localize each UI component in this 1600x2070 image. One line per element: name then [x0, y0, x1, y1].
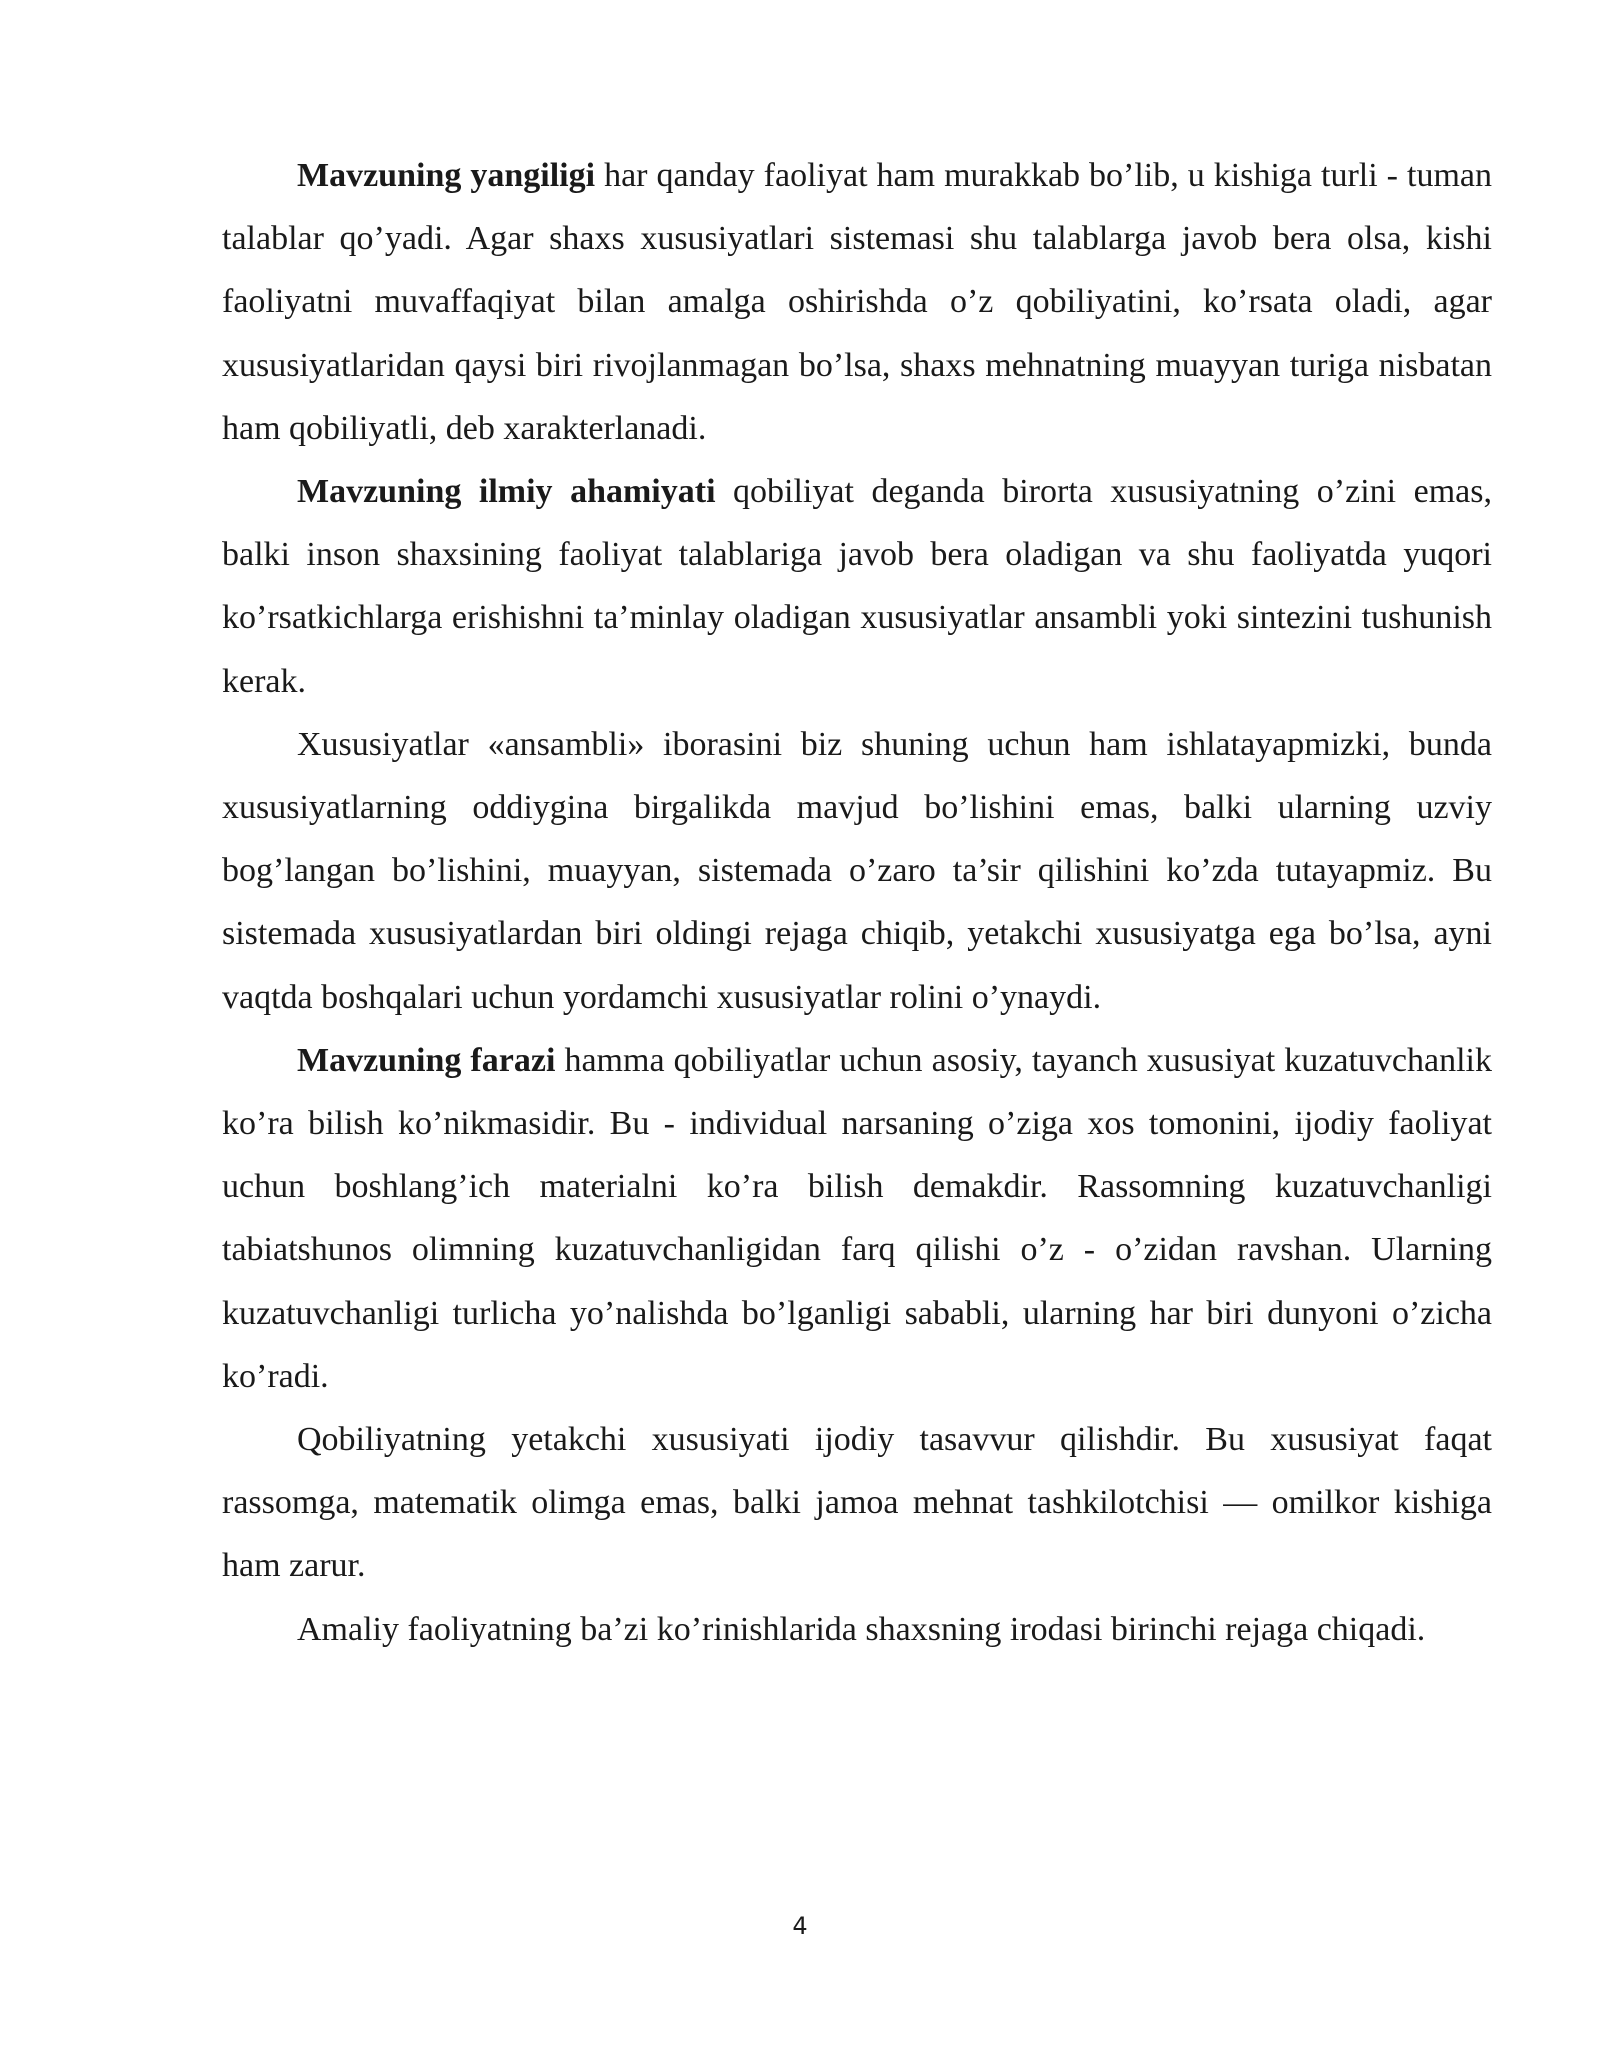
- paragraph-creative-imagination: [222, 1408, 1492, 1598]
- paragraph-text: hamma qobiliyatlar uchun asosiy, tayanch xususiyat kuzatuvchanlik ko’ra bilish ko’nikmasidir. Bu - individual narsaning o’ziga xos tomonini, ijodiy faoliyat uchun boshlang’ich materialni ko’ra bilish demakdir. Rassomning kuzatuvchanligi tabiatshunos olimning kuzatuvchanligidan farq qilishi o’z - o’zidan ravshan. Ularning kuzatuvchanligi turlicha yo’nalishda bo’lganligi sababli, ularning har biri dunyoni o’zicha ko’radi.: [222, 1041, 1492, 1395]
- paragraph-text: Qobiliyatning yetakchi xususiyati ijodiy tasavvur qilishdir. Bu xususiyat faqat rassomga, matematik olimga emas, balki jamoa mehnat tashkilotchisi — omilkor kishiga ham zarur.: [222, 1421, 1492, 1585]
- paragraph-will: [222, 1598, 1492, 1661]
- document-body: [222, 144, 1492, 1661]
- paragraph-novelty: [222, 144, 1492, 460]
- paragraph-text: qobiliyat deganda birorta xususiyatning o’zini emas, balki inson shaxsining faoliyat talablariga javob bera oladigan va shu faoliyatda yuqori ko’rsatkichlarga erishishni ta’minlay oladigan xususiyatlar ansambli yoki sintezini tushunish kerak.: [222, 473, 1492, 700]
- paragraph-scientific-significance: [222, 460, 1492, 713]
- page-number: 4: [792, 1912, 808, 1940]
- paragraph-text: har qanday faoliyat ham murakkab bo’lib, u kishiga turli - tuman talablar qo’yadi. Agar shaxs xususiyatlari sistemasi shu talablarga javob bera olsa, kishi faoliyatni muvaffaqiyat bilan amalga oshirishda o’z qobiliyatini, ko’rsata oladi, agar xususiyatlaridan qaysi biri rivojlanmagan bo’lsa, shaxs mehnatning muayyan turiga nisbatan ham qobiliyatli, deb xarakterlanadi.: [222, 157, 1492, 447]
- paragraph-ensemble: [222, 713, 1492, 1029]
- paragraph-lead: Mavzuning ilmiy ahamiyati: [297, 473, 716, 511]
- paragraph-hypothesis: [222, 1029, 1492, 1408]
- paragraph-text: Xususiyatlar «ansambli» iborasini biz shuning uchun ham ishlatayapmizki, bunda xususiyatlarning oddiygina birgalikda mavjud bo’lishini emas, balki ularning uzviy bog’langan bo’lishini, muayyan, sistemada o’zaro ta’sir qilishini ko’zda tutayapmiz. Bu sistemada xususiyatlardan biri oldingi rejaga chiqib, yetakchi xususiyatga ega bo’lsa, ayni vaqtda boshqalari uchun yordamchi xususiyatlar rolini o’ynaydi.: [222, 725, 1492, 1016]
- paragraph-text: Amaliy faoliyatning ba’zi ko’rinishlarida shaxsning irodasi birinchi rejaga chiqadi.: [297, 1610, 1426, 1648]
- paragraph-lead: Mavzuning yangiligi: [297, 157, 596, 194]
- paragraph-lead: Mavzuning farazi: [297, 1041, 556, 1079]
